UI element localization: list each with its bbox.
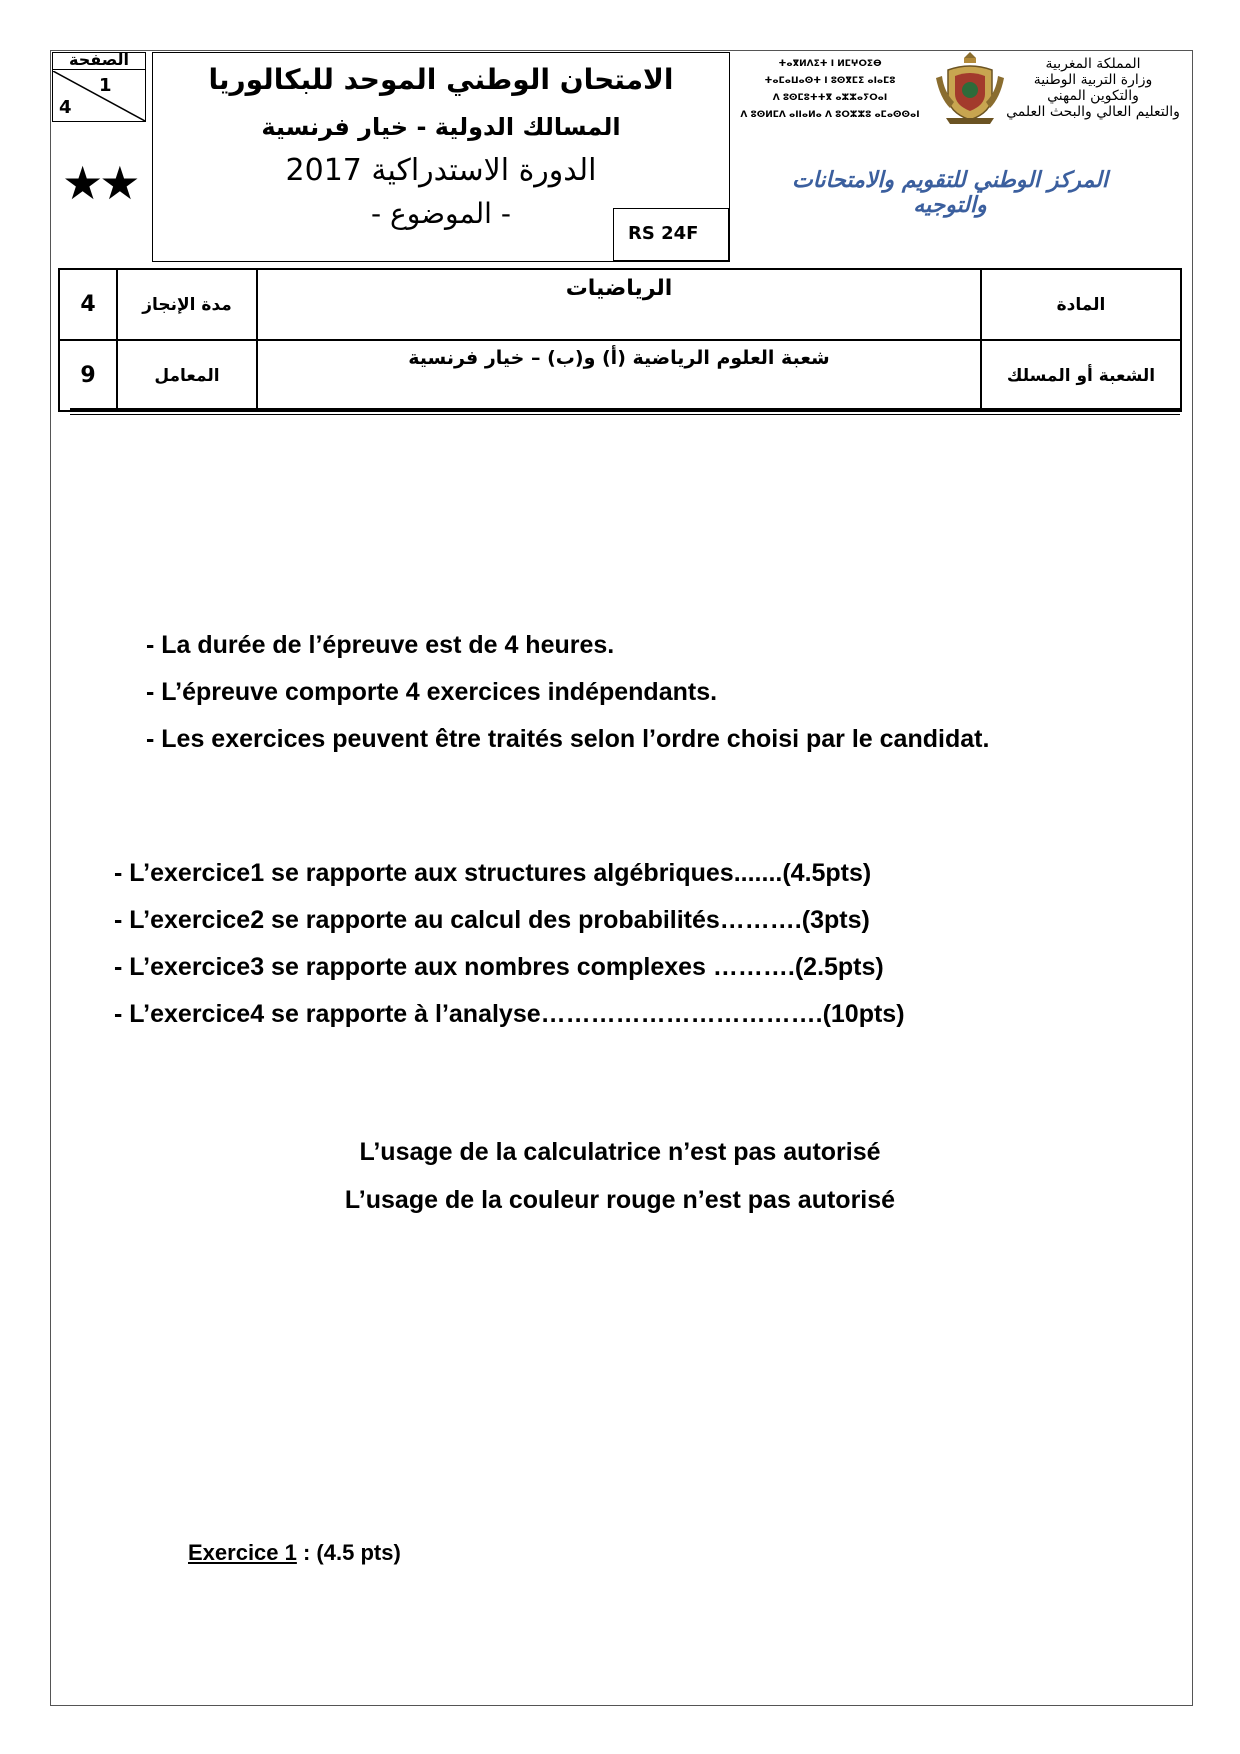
instruction-item: - L’épreuve comporte 4 exercices indépendants. xyxy=(146,678,718,706)
current-page: 1 xyxy=(99,75,112,96)
instruction-item: - La durée de l’épreuve est de 4 heures. xyxy=(146,631,615,659)
divider xyxy=(70,408,1180,411)
exam-track: المسالك الدولية - خيار فرنسية xyxy=(261,113,621,141)
exam-session: الدورة الاستدراكية 2017 xyxy=(285,153,597,188)
subject-key: المادة xyxy=(981,269,1181,340)
exam-code: RS 24F xyxy=(613,208,729,261)
subject-value: الرياضيات xyxy=(257,269,981,340)
divider xyxy=(70,414,1180,415)
coefficient-value: 9 xyxy=(59,340,117,411)
note-item: L’usage de la couleur rouge n’est pas autorisé xyxy=(344,1186,896,1214)
topic-item: - L’exercice2 se rapporte au calcul des probabilités……….(3pts) xyxy=(114,906,870,934)
tifinagh-heading xyxy=(735,56,925,124)
exam-info-table xyxy=(58,268,1182,412)
evaluation-center-name: المركز الوطني للتقويم والامتحانات والتوجيه xyxy=(792,168,1108,218)
duration-label: مدة الإنجاز xyxy=(117,269,257,340)
table-row xyxy=(59,269,1181,340)
branch-value: شعبة العلوم الرياضية (أ) و(ب) – خيار فرنسية xyxy=(257,340,981,411)
usage-notes xyxy=(0,1128,1240,1224)
total-pages: 4 xyxy=(59,97,72,118)
tifinagh-line: ⴷ ⵓⵙⵍⵎⴷ ⴰⵏⵏⴰⵍⴰ ⴷ ⵓⵔⵣⵣⵓ ⴰⵎⴰⵙⵙⴰⵏ xyxy=(740,110,920,120)
exam-title: الامتحان الوطني الموحد للبكالوريا xyxy=(208,63,674,96)
topic-item: - L’exercice4 se rapporte à l’analyse…………………………….(10pts) xyxy=(114,1000,905,1028)
instructions-list xyxy=(146,622,989,763)
star-rating: ★★ xyxy=(62,156,137,210)
ministry-line: والتعليم العالي والبحث العلمي xyxy=(1006,104,1180,120)
coefficient-label: المعامل xyxy=(117,340,257,411)
ministry-line: المملكة المغربية xyxy=(1045,56,1141,72)
table-row xyxy=(59,340,1181,411)
note-item: L’usage de la calculatrice n’est pas autorisé xyxy=(359,1138,881,1166)
tifinagh-line: ⵜⴰⵎⴰⵡⴰⵙⵜ ⵏ ⵓⵙⴳⵎⵉ ⴰⵏⴰⵎⵓ xyxy=(764,76,896,86)
ministry-line: والتكوين المهني xyxy=(1047,88,1139,104)
exercise-heading xyxy=(188,1540,401,1566)
tifinagh-line: ⴷ ⵓⵙⵎⵓⵜⵜⴳ ⴰⵣⵣⴰⵢⵔⴰⵏ xyxy=(772,93,888,103)
subject-label: - الموضوع - xyxy=(371,197,511,230)
page-label: الصفحة xyxy=(53,51,145,70)
branch-key: الشعبة أو المسلك xyxy=(981,340,1181,411)
ministry-heading xyxy=(1000,56,1186,120)
page-number-box xyxy=(52,52,146,122)
tifinagh-line: ⵜⴰⴳⵍⴷⵉⵜ ⵏ ⵍⵎⵖⵔⵉⴱ xyxy=(778,59,882,69)
exercise-points: : (4.5 pts) xyxy=(296,1540,401,1565)
ministry-line: وزارة التربية الوطنية xyxy=(1033,72,1153,88)
instruction-item: - Les exercices peuvent être traités selon l’ordre choisi par le candidat. xyxy=(146,725,990,753)
duration-value: 4 xyxy=(59,269,117,340)
exercise-topics-list xyxy=(114,850,905,1038)
topic-item: - L’exercice1 se rapporte aux structures algébriques.......(4.5pts) xyxy=(114,859,872,887)
topic-item: - L’exercice3 se rapporte aux nombres complexes ……….(2.5pts) xyxy=(114,953,884,981)
exercise-title: Exercice 1 xyxy=(188,1540,297,1565)
